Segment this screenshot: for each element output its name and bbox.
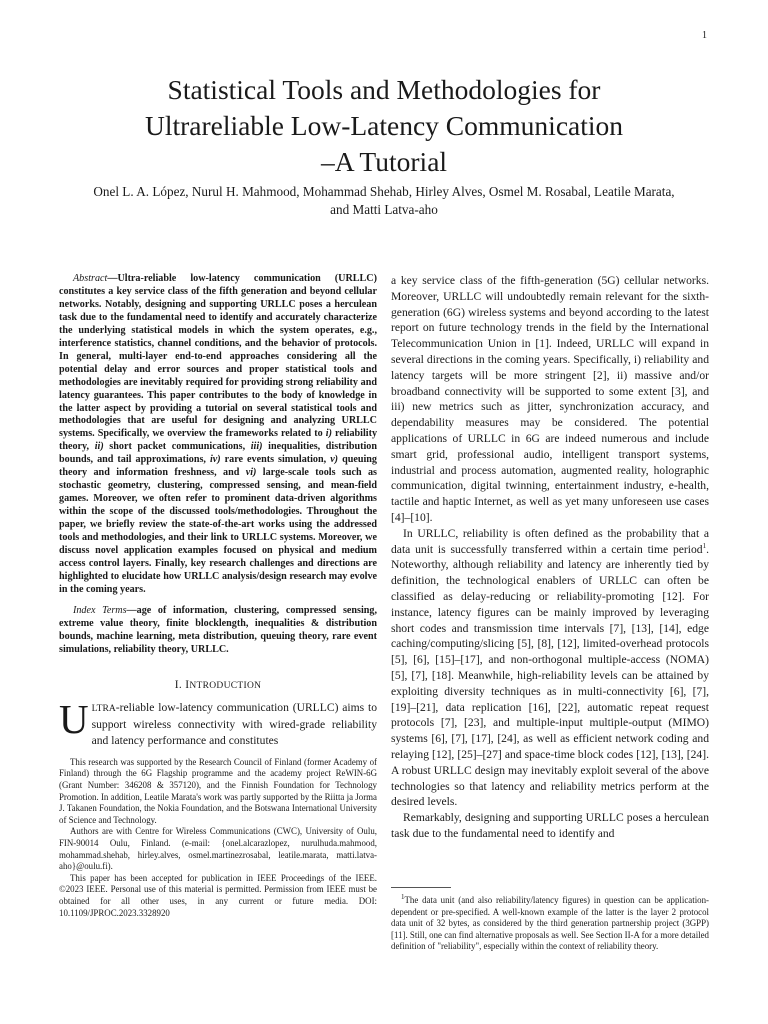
- abstract-t4: rare events simulation,: [220, 454, 331, 466]
- abstract-t5: queuing theory and information freshness, and: [59, 454, 377, 479]
- left-column: [59, 273, 377, 919]
- section-first-letter: I: [185, 678, 190, 691]
- footnotes-left: [59, 757, 377, 919]
- enum-iii: iii): [250, 441, 263, 453]
- body-paragraph-3: Remarkably, designing and supporting URLLC poses a herculean task due to the fundamental need to identify and: [391, 811, 709, 840]
- index-terms-dash: —: [126, 604, 137, 616]
- index-terms-text: age of information, clustering, compressed sensing, extreme value theory, finite blocklength, inequalities & distribution bounds, machine learning, meta distribution, queuing theory, rare event simulations, reliability theory, URLLC.: [59, 604, 377, 655]
- section-number: I.: [174, 678, 186, 691]
- paper-title: [40, 72, 728, 180]
- footnote-funding: This research was supported by the Research Council of Finland (former Academy of Finland) through the 6G Flagship programme and the academy project ReWIN-6G (Grant Number: 346208 & 357120), and the Finnish Foundation for Technology Promotion. In addition, Leatile Marata's work was partly supported by the Riitta ja Jorma J. Takanen Foundation, the Nokia Foundation, and the Botswana International University of Science and Technology.: [59, 756, 377, 825]
- section-rest: NTRODUCTION: [189, 680, 262, 691]
- enum-vi: vi): [245, 467, 257, 479]
- index-terms: [59, 605, 377, 657]
- abstract: [59, 273, 377, 597]
- body-p2-b: . Noteworthy, although reliability and latency are inherently tied by definition, the technological enablers of URLLC can often be classified as delay-reducing or reliability-promoting [12]. For instance, latency figures can be mainly improved by leveraging short codes and transmission time intervals [7], [13], [14], edge caching/computing/slicing [5], [8], [12], limited-overhead protocols [5], [6], [15]–[17], and non-orthogonal multiple-access (NOMA) [5], [7], [18]. Meanwhile, high-reliability levels can be attained by exploiting diversity techniques as in multi-connectivity [6], [7], [19]–[21], data replication [16], [22], automatic repeat request protocols [7], [23], and multiple-input multiple-output (MIMO) systems [6], [7], [17], [24], as well as efficient network coding and relaying [12], [25]–[27] and space-time block codes [12], [13], [24]. A robust URLLC design may inevitably exploit several of the above technologies so that latency and reliability metrics perform at the desired levels.: [391, 542, 709, 809]
- footnote-rule: [391, 887, 451, 888]
- intro-paragraph: [59, 696, 377, 748]
- author-list: [40, 183, 728, 219]
- enum-i: i): [325, 428, 332, 440]
- footnote-affiliation: Authors are with Centre for Wireless Communications (CWC), University of Oulu, FIN-90014 Oulu, Finland. (e-mail: {onel.alcarazlopez, nurulhuda.mahmood, mohammad.shehab, hirley.alves, osmel.martinezrosabal, leatile.marata, matti.latva-aho}@oulu.fi).: [59, 826, 377, 872]
- intro-text: -reliable low-latency communication (URLLC) aims to support wireless connectivity with wired-grade reliability and latency performance and constitutes: [91, 701, 377, 748]
- title-line-1: Statistical Tools and Methodologies for: [167, 74, 601, 105]
- abstract-dash: —: [107, 273, 118, 284]
- title-line-3: –A Tutorial: [320, 146, 448, 177]
- right-column: [391, 273, 709, 842]
- page-number: 1: [702, 30, 707, 41]
- authors-line-2: and Matti Latva-aho: [330, 202, 438, 217]
- enum-ii: ii): [94, 441, 104, 453]
- abstract-t6: large-scale tools such as stochastic geometry, clustering, compressed sensing, and mean-field games. Moreover, we often refer to prominent data-driven algorithms within the scope of the discussed tools/methodologies. Throughout the paper, we briefly review the state-of-the-art works using the addressed tools and methodologies, and their link to URLLC systems. Moreover, we discuss novel application examples focused on physical and medium access control layers. Finally, key research challenges and directions are highlighted to elucidate how URLLC analysis/design research may evolve in the coming years.: [59, 467, 377, 595]
- footnote-ref-1[interactable]: 1: [702, 541, 707, 550]
- enum-iv: iv): [209, 454, 221, 466]
- section-heading-introduction: [59, 678, 377, 695]
- abstract-t1: reliability theory,: [59, 428, 378, 453]
- abstract-body: Ultra-reliable low-latency communication (URLLC) constitutes a key service class of the fifth generation and beyond cellular networks. Notably, designing and supporting URLLC poses a herculean task due to the fundamental need to identify and accurately characterize the underlying statistical models in which the system operates, e.g., interference statistics, channel conditions, and the behavior of protocols. In general, multi-layer end-to-end approaches considering all the potential delay and error sources and proper statistical tools and methodologies are inevitably required for providing strong reliability and latency guarantees. This paper contributes to the body of knowledge in the latter aspect by providing a tutorial on several statistical tools and methodologies that are useful for designing and analyzing URLLC systems. Specifically, we overview the frameworks related to: [59, 273, 377, 440]
- abstract-label: Abstract: [73, 273, 108, 284]
- index-terms-label: Index Terms: [73, 604, 127, 616]
- body-p2-a: In URLLC, reliability is often defined as the probability that a data unit is successfully transferred within a certain time period: [391, 526, 709, 556]
- authors-line-1: Onel L. A. López, Nurul H. Mahmood, Mohammad Shehab, Hirley Alves, Osmel M. Rosabal, Leatile Marata,: [93, 184, 675, 199]
- footnote-mark: 1: [401, 893, 405, 902]
- abstract-t3: inequalities, distribution bounds, and tail approximations,: [59, 441, 378, 466]
- title-line-2: Ultrareliable Low-Latency Communication: [144, 110, 624, 141]
- body-paragraph-1: a key service class of the fifth-generation (5G) cellular networks. Moreover, URLLC will undoubtedly remain relevant for the sixth-generation (6G) wireless systems and beyond according to the latest report on future technology trends in the field by the International Telecommunication Union in [1]. Indeed, URLLC will expand in several directions in the coming years. Specifically, i) reliability and latency targets will be more stringent [2], ii) massive and/or broadband connectivity will be supported to some extent [3], and iii) new metrics such as jitter, synchronization accuracy, and dependability measures may be considered. The potential applications of URLLC in 6G are indeed numerous and include smart grid, professional audio, intelligent transport systems, industrial and process automation, augmented reality, holographic communication, digital twinning, entertainment industry, e-health, tactile and haptic Internet, as well as yet many unforeseen use cases [4]–[10].: [391, 274, 709, 524]
- footnote-copyright: This paper has been accepted for publication in IEEE Proceedings of the IEEE. ©2023 IEEE. Personal use of this material is permitted. Permission from IEEE must be obtained for all other uses, in any current or future media. DOI: 10.1109/JPROC.2023.3328920: [59, 872, 377, 918]
- abstract-t2: short packet communications,: [103, 441, 251, 453]
- enum-v: v): [330, 454, 339, 466]
- drop-cap: U: [59, 696, 89, 743]
- footnote-1-text: The data unit (and also reliability/latency figures) in question can be application-dependent or pre-specified. A well-known example of the latter is the layer 2 protocol data unit of 32 bytes, as considered by the third generation partnership project (3GPP) [11]. Still, one can find alternative proposals as well. See Section II-A for a more detailed definition of "reliability", especially within the context of reliability theory.: [391, 895, 709, 952]
- footnote-1: [391, 895, 709, 953]
- intro-smallcaps: LTRA: [91, 703, 116, 715]
- body-paragraph-2: [391, 526, 709, 810]
